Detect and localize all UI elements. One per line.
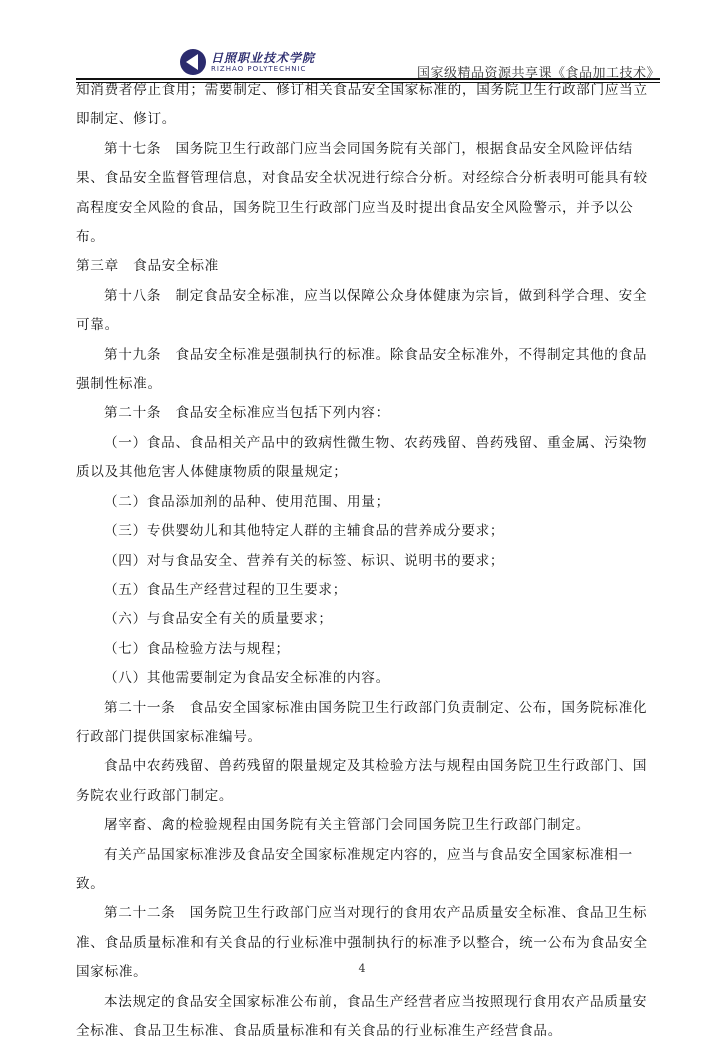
list-item: （五）食品生产经营过程的卫生要求； bbox=[104, 581, 347, 598]
article-20: 第二十条 食品安全标准应当包括下列内容： bbox=[104, 405, 390, 422]
list-item: （七）食品检验方法与规程； bbox=[104, 640, 290, 657]
paragraph: 本法规定的食品安全国家标准公布前，食品生产经营者应当按照现行食用农产品质量安全标准、食品卫生标准、食品质量标准和有关食品的行业标准生产经营食品。 bbox=[76, 993, 648, 1039]
paragraph: 知消费者停止食用；需要制定、修订相关食品安全国家标准的，国务院卫生行政部门应当立即制定、修订。 bbox=[76, 82, 648, 128]
paragraph: 屠宰畜、禽的检验规程由国务院有关主管部门会同国务院卫生行政部门制定。 bbox=[104, 817, 590, 834]
school-emblem-icon bbox=[180, 49, 206, 75]
list-item: （四）对与食品安全、营养有关的标签、标识、说明书的要求； bbox=[104, 552, 505, 569]
paragraph: 食品中农药残留、兽药残留的限量规定及其检验方法与规程由国务院卫生行政部门、国务院农业行政部门制定。 bbox=[76, 758, 648, 804]
chapter-heading: 第三章 食品安全标准 bbox=[76, 258, 219, 275]
logo-chinese-name: 日照职业技术学院 bbox=[211, 50, 316, 65]
logo-english-name: RIZHAO POLYTECHNIC bbox=[211, 64, 307, 73]
document-body bbox=[76, 76, 652, 1046]
logo-text bbox=[211, 52, 315, 73]
article-22: 第二十二条 国务院卫生行政部门应当对现行的食用农产品质量安全标准、食品卫生标准、食品质量标准和有关食品的行业标准中强制执行的标准予以整合，统一公布为食品安全国家标准。 bbox=[76, 905, 648, 981]
page-number: 4 bbox=[358, 962, 366, 975]
course-title: 国家级精品资源共享课《食品加工技术》 bbox=[416, 66, 660, 81]
school-logo bbox=[180, 48, 315, 76]
list-item: （三）专供婴幼儿和其他特定人群的主辅食品的营养成分要求； bbox=[104, 523, 505, 540]
article-21: 第二十一条 食品安全国家标准由国务院卫生行政部门负责制定、公布，国务院标准化行政部门提供国家标准编号。 bbox=[76, 699, 648, 745]
list-item: （八）其他需要制定为食品安全标准的内容。 bbox=[104, 670, 390, 687]
list-item: （六）与食品安全有关的质量要求； bbox=[104, 611, 333, 628]
paragraph: 有关产品国家标准涉及食品安全国家标准规定内容的，应当与食品安全国家标准相一致。 bbox=[76, 846, 633, 892]
article-19: 第十九条 食品安全标准是强制执行的标准。除食品安全标准外，不得制定其他的食品强制性标准。 bbox=[76, 346, 648, 393]
article-17: 第十七条 国务院卫生行政部门应当会同国务院有关部门，根据食品安全风险评估结果、食品安全监督管理信息，对食品安全状况进行综合分析。对经综合分析表明可能具有较高程度安全风险的食品，国务院卫生行政部门应当及时提出食品安全风险警示，并予以公布。 bbox=[76, 140, 648, 246]
list-item: （二）食品添加剂的品种、使用范围、用量； bbox=[104, 493, 390, 510]
article-18: 第十八条 制定食品安全标准，应当以保障公众身体健康为宗旨，做到科学合理、安全可靠。 bbox=[76, 287, 648, 334]
list-item: （一）食品、食品相关产品中的致病性微生物、农药残留、兽药残留、重金属、污染物质以及其他危害人体健康物质的限量规定； bbox=[76, 434, 648, 481]
